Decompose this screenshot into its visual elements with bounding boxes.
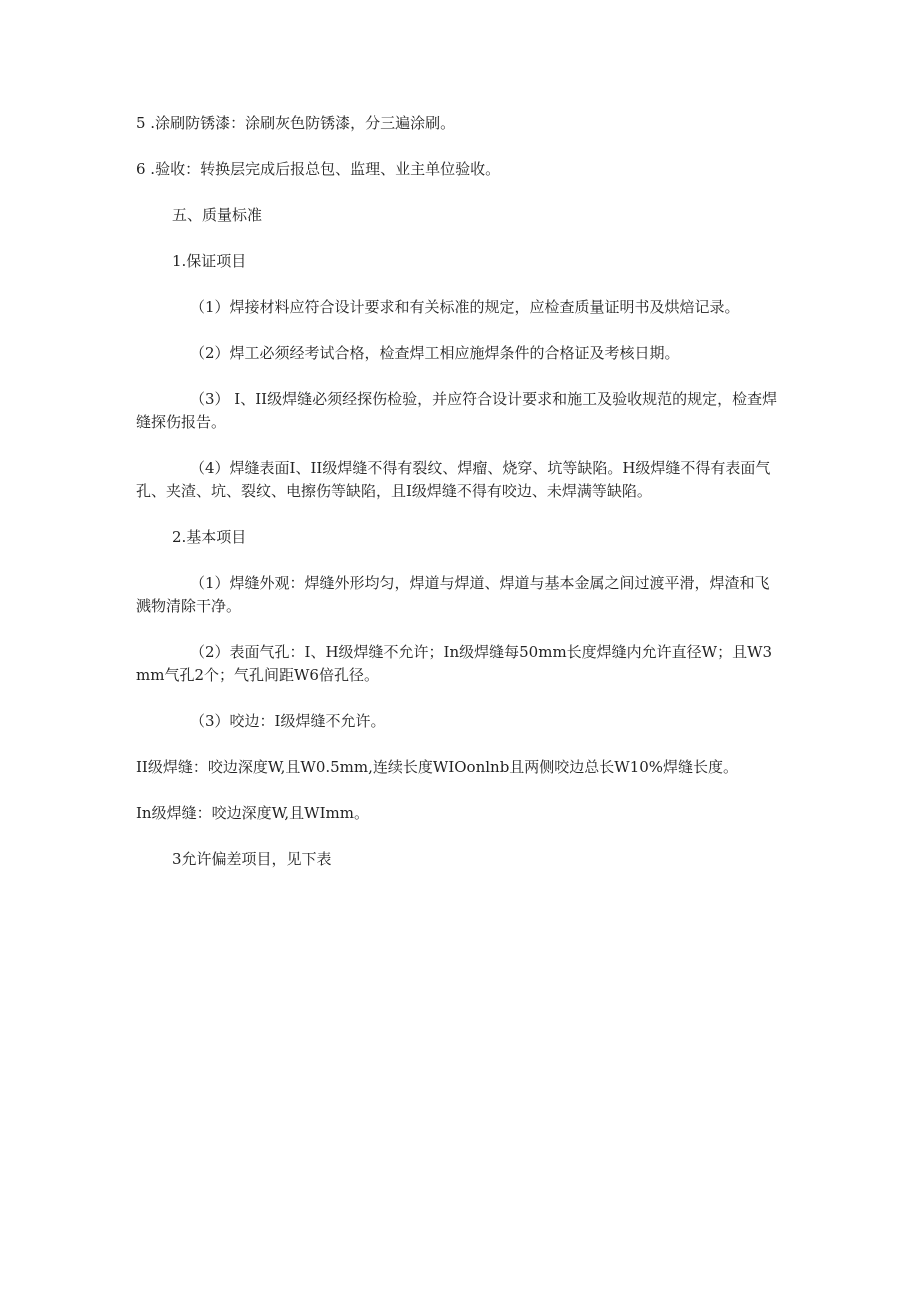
- subheading-guarantee-items: 1.保证项目: [172, 252, 247, 270]
- document-body: [136, 112, 782, 894]
- section-heading-quality: 五、质量标准: [172, 206, 263, 224]
- paragraph-guarantee-3: （3） I、II级焊缝必须经探伤检验，并应符合设计要求和施工及验收规范的规定，检查焊缝探伤报告。: [136, 390, 778, 431]
- paragraph-guarantee-2: （2）焊工必须经考试合格，检查焊工相应施焊条件的合格证及考核日期。: [190, 344, 680, 362]
- paragraph-grade-ii: II级焊缝：咬边深度W,且W0.5mm,连续长度WIOonlnb且两侧咬边总长W10%焊缝长度。: [136, 758, 739, 776]
- subheading-basic-items: 2.基本项目: [172, 528, 247, 546]
- paragraph-guarantee-1: （1）焊接材料应符合设计要求和有关标准的规定，应检查质量证明书及烘焙记录。: [190, 298, 740, 316]
- paragraph-basic-2: （2）表面气孔：I、H级焊缝不允许；In级焊缝每50mm长度焊缝内允许直径W；且W3mm气孔2个；气孔间距W6倍孔径。: [136, 643, 773, 684]
- paragraph-acceptance: 6 .验收：转换层完成后报总包、监理、业主单位验收。: [136, 160, 501, 178]
- subheading-tolerance-items: 3允许偏差项目，见下表: [172, 850, 332, 868]
- paragraph-basic-3: （3）咬边：I级焊缝不允许。: [190, 712, 386, 730]
- paragraph-guarantee-4: （4）焊缝表面I、II级焊缝不得有裂纹、焊瘤、烧穿、坑等缺陷。H级焊缝不得有表面气孔、夹渣、坑、裂纹、电擦伤等缺陷，且I级焊缝不得有咬边、未焊满等缺陷。: [136, 459, 771, 500]
- paragraph-paint: 5 .涂刷防锈漆：涂刷灰色防锈漆，分三遍涂刷。: [136, 114, 456, 132]
- paragraph-grade-iii: In级焊缝：咬边深度W,且WImm。: [136, 804, 369, 822]
- paragraph-basic-1: （1）焊缝外观：焊缝外形均匀，焊道与焊道、焊道与基本金属之间过渡平滑，焊渣和飞溅物清除干净。: [136, 574, 770, 615]
